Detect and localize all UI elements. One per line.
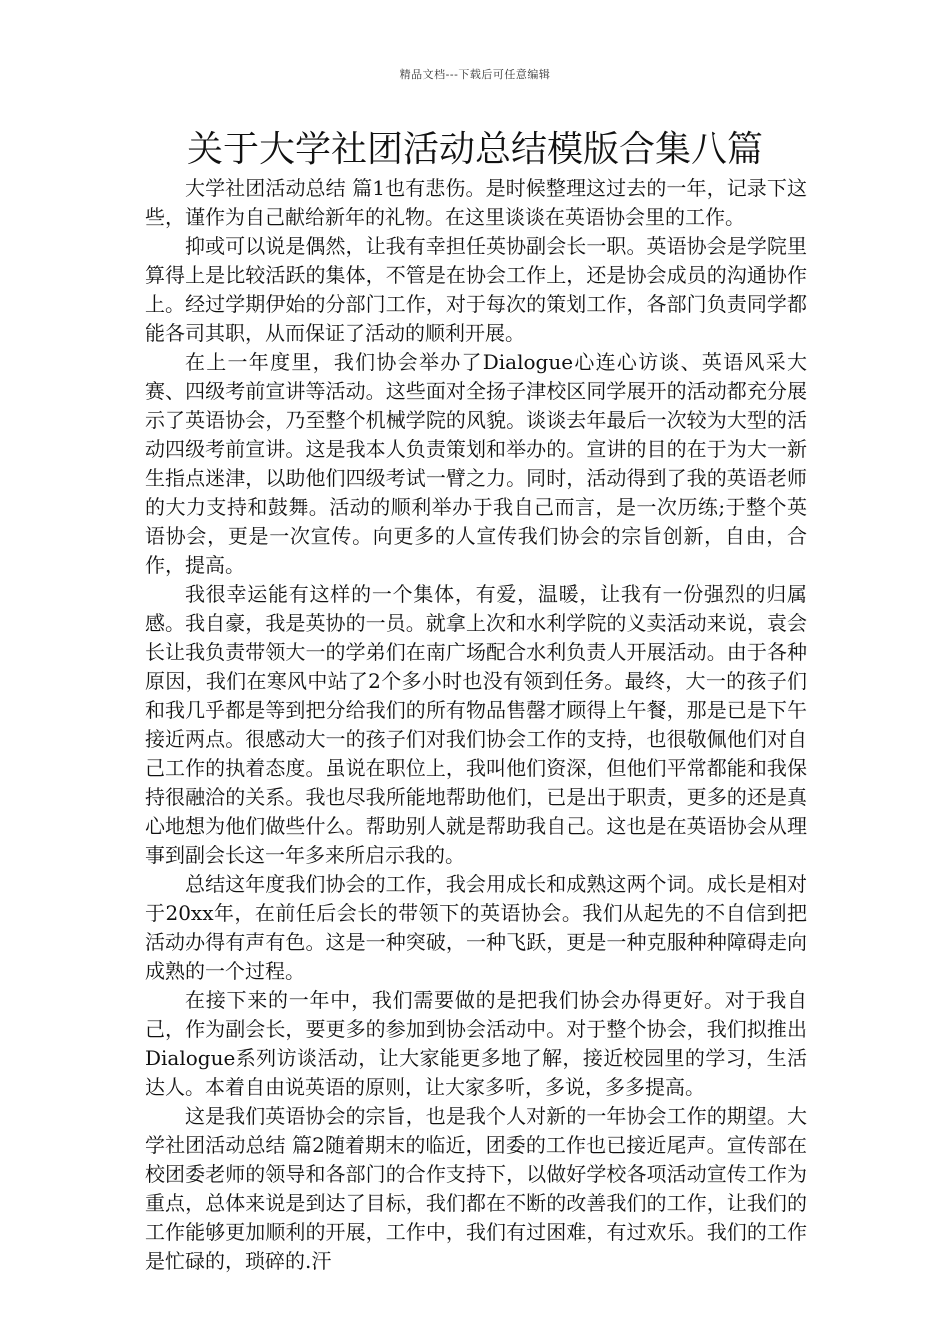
document-body <box>145 174 807 1276</box>
paragraph-2: 抑或可以说是偶然，让我有幸担任英协副会长一职。英语协会是学院里算得上是比较活跃的集体，不管是在协会工作上，还是协会成员的沟通协作上。经过学期伊始的分部门工作，对于每次的策划工作，各部门负责同学都能各司其职，从而保证了活动的顺利开展。 <box>145 234 807 345</box>
paragraph-7: 这是我们英语协会的宗旨，也是我个人对新的一年协会工作的期望。大学社团活动总结 篇2随着期末的临近，团委的工作也已接近尾声。宣传部在校团委老师的领导和各部门的合作支持下，以做好学校各项活动宣传工作为重点，总体来说是到达了目标，我们都在不断的改善我们的工作，让我们的工作能够更加顺利的开展，工作中，我们有过困难，有过欢乐。我们的工作是忙碌的，琐碎的.汗 <box>145 1104 807 1273</box>
paragraph-1: 大学社团活动总结 篇1也有悲伤。是时候整理这过去的一年，记录下这些，谨作为自己献给新年的礼物。在这里谈谈在英语协会里的工作。 <box>145 176 807 229</box>
page-header: 精品文档---下载后可任意编辑 <box>399 68 551 81</box>
paragraph-6: 在接下来的一年中，我们需要做的是把我们协会办得更好。对于我自己，作为副会长，要更多的参加到协会活动中。对于整个协会，我们拟推出Dialogue系列访谈活动，让大家能更多地了解，接近校园里的学习，生活达人。本着自由说英语的原则，让大家多听，多说，多多提高。 <box>145 988 807 1099</box>
document-title: 关于大学社团活动总结模版合集八篇 <box>186 129 763 170</box>
paragraph-4: 我很幸运能有这样的一个集体，有爱，温暖，让我有一份强烈的归属感。我自豪，我是英协的一员。就拿上次和水利学院的义卖活动来说，袁会长让我负责带领大一的学弟们在南广场配合水利负责人开展活动。由于各种原因，我们在寒风中站了2个多小时也没有领到任务。最终，大一的孩子们和我几乎都是等到把分给我们的所有物品售罄才顾得上午餐，那是已是下午接近两点。很感动大一的孩子们对我们协会工作的支持，也很敬佩他们对自己工作的执着态度。虽说在职位上，我叫他们资深，但他们平常都能和我保持很融洽的关系。我也尽我所能地帮助他们，已是出于职责，更多的还是真心地想为他们做些什么。帮助别人就是帮助我自己。这也是在英语协会从理事到副会长这一年多来所启示我的。 <box>145 582 807 867</box>
paragraph-5: 总结这年度我们协会的工作，我会用成长和成熟这两个词。成长是相对于20xx年，在前任后会长的带领下的英语协会。我们从起先的不自信到把活动办得有声有色。这是一种突破，一种飞跃，更是一种克服种种障碍走向成熟的一个过程。 <box>145 872 807 983</box>
paragraph-3: 在上一年度里，我们协会举办了Dialogue心连心访谈、英语风采大赛、四级考前宣讲等活动。这些面对全扬子津校区同学展开的活动都充分展示了英语协会，乃至整个机械学院的风貌。谈谈去年最后一次较为大型的活动四级考前宣讲。这是我本人负责策划和举办的。宣讲的目的在于为大一新生指点迷津，以助他们四级考试一臂之力。同时，活动得到了我的英语老师的大力支持和鼓舞。活动的顺利举办于我自己而言，是一次历练;于整个英语协会，更是一次宣传。向更多的人宣传我们协会的宗旨创新，自由，合作，提高。 <box>145 350 807 577</box>
